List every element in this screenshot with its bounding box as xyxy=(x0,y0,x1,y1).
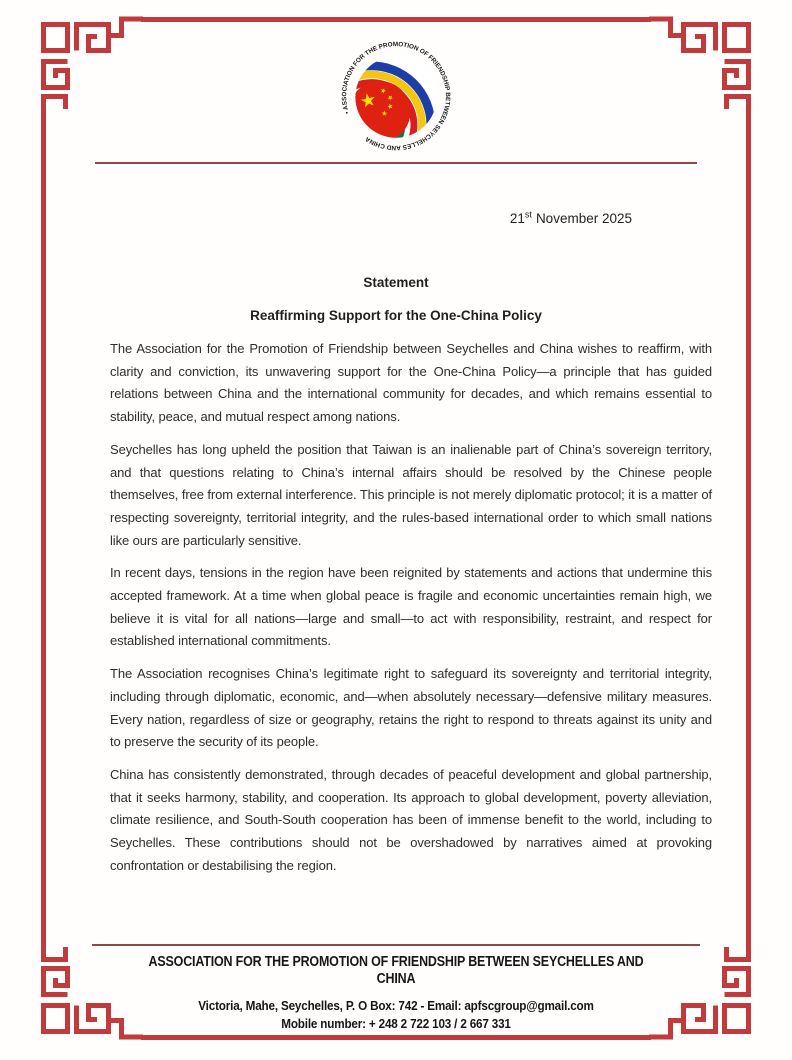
border-line-bottom xyxy=(141,1035,651,1040)
footer-mobile: Mobile number: + 248 2 722 103 / 2 667 331 xyxy=(281,1016,511,1031)
border-line-right xyxy=(746,136,751,920)
border-line-left xyxy=(41,136,46,920)
letterhead-rule xyxy=(95,162,697,164)
paragraph-1: The Association for the Promotion of Friendship between Seychelles and China wishes to reaffirm, with clarity and conviction, its unwavering support for the One-China Policy—a principle that has guided relations between China and the international community for decades, and which remains essential to stability, peace, and mutual respect among nations. xyxy=(110,341,712,425)
paragraph-3: In recent days, tensions in the region have been reignited by statements and actions that undermine this accepted framework. At a time when global peace is fragile and economic uncertainties remain high, we believe it is vital for all nations—large and small—to act with responsibility, restraint, and respect for established international commitments. xyxy=(110,565,712,649)
footer-rule xyxy=(92,944,700,946)
date-line xyxy=(0,210,792,228)
border-line-top xyxy=(141,17,651,22)
association-logo-emblem xyxy=(337,38,455,154)
statement-heading: Statement xyxy=(363,275,429,290)
statement-body xyxy=(110,338,712,877)
letter-footer xyxy=(92,944,700,1031)
statement-title: Reaffirming Support for the One-China Policy xyxy=(250,308,542,323)
corner-ornament-top-left xyxy=(38,16,143,136)
china-flag-circle xyxy=(349,81,410,142)
corner-ornament-top-right xyxy=(649,16,754,136)
paragraph-5: China has consistently demonstrated, through decades of peaceful development and global partnership, that it seeks harmony, stability, and cooperation. Its approach to global development, poverty alleviation, climate resilience, and South-South cooperation has been of immense benefit to the world, including to Seychelles. These contributions should not be overshadowed by narratives aimed at provoking confrontation or destabilising the region. xyxy=(110,766,712,873)
date-ordinal: st xyxy=(524,209,532,220)
association-logo xyxy=(337,0,455,154)
paragraph-2: Seychelles has long upheld the position that Taiwan is an inalienable part of China’s sovereign territory, and that questions relating to China’s internal affairs should be resolved by the Chinese people themselves, free from external interference. This principle is not merely diplomatic protocol; it is a matter of respecting sovereignty, territorial integrity, and the rules-based international order to which small nations like ours are particularly sensitive. xyxy=(110,441,712,548)
logo-ring-text: • ASSOCIATION FOR THE PROMOTION OF FRIENDSHIP BETWEEN SEYCHELLES AND CHINA xyxy=(341,41,451,151)
footer-org-name: ASSOCIATION FOR THE PROMOTION OF FRIENDSHIP BETWEEN SEYCHELLES AND CHINA xyxy=(148,954,644,987)
date-month-year: November 2025 xyxy=(535,211,632,226)
paragraph-4: The Association recognises China’s legitimate right to safeguard its sovereignty and territorial integrity, including through diplomatic, economic, and—when absolutely necessary—defensive military measures. Every nation, regardless of size or geography, retains the right to respond to threats against its unity and to preserve the security of its people. xyxy=(110,666,712,750)
date-day: 21 xyxy=(509,211,525,226)
footer-address: Victoria, Mahe, Seychelles, P. O Box: 742 - Email: apfscgroup@gmail.com xyxy=(198,998,594,1013)
